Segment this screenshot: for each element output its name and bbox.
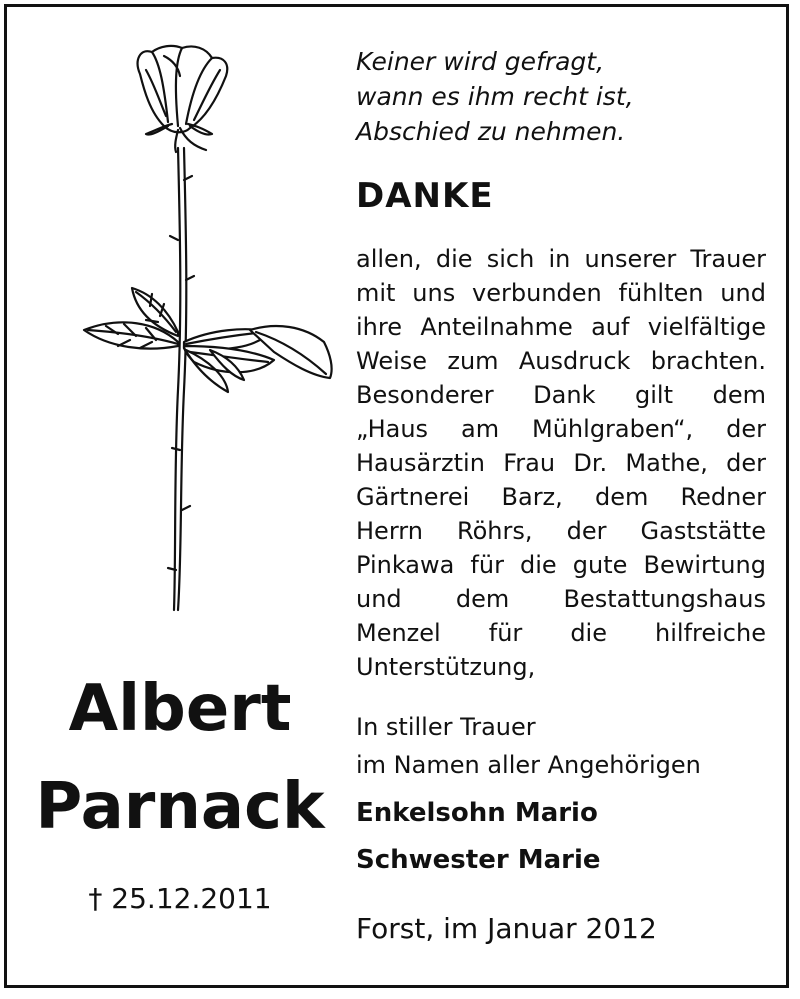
body-line xyxy=(356,412,766,446)
body-word: Bewirtung xyxy=(643,551,766,579)
body-word: für xyxy=(488,619,523,647)
deceased-first-name: Albert xyxy=(68,672,292,746)
body-line xyxy=(356,378,766,412)
body-word: die xyxy=(520,551,557,579)
body-word: Trauer xyxy=(690,245,766,273)
thank-you-text xyxy=(356,242,766,684)
body-word: für xyxy=(470,551,504,579)
body-word: Anteilnahme xyxy=(420,313,573,341)
body-word: mit xyxy=(356,279,396,307)
body-line xyxy=(356,616,766,650)
deceased-last-name: Parnack xyxy=(35,770,325,844)
body-word: ihre xyxy=(356,313,402,341)
body-word: Mathe, xyxy=(625,449,708,477)
body-word: uns xyxy=(412,279,456,307)
body-line xyxy=(356,310,766,344)
quote xyxy=(356,44,756,149)
body-word: Weise xyxy=(356,347,428,375)
body-word: hilfreiche xyxy=(655,619,766,647)
place-and-date: Forst, im Januar 2012 xyxy=(356,912,657,945)
body-word: Dank xyxy=(533,381,596,409)
body-word: die xyxy=(570,619,607,647)
body-word: Hausärztin xyxy=(356,449,485,477)
body-word: und xyxy=(356,585,402,613)
body-word: Bestattungshaus xyxy=(563,585,766,613)
body-word: Mühlgraben“, xyxy=(532,415,694,443)
body-word: der xyxy=(726,415,766,443)
body-word: Barz, xyxy=(501,483,563,511)
body-word: der xyxy=(726,449,766,477)
body-word: Ausdruck xyxy=(518,347,631,375)
body-word: zum xyxy=(447,347,499,375)
death-date: † 25.12.2011 xyxy=(88,882,272,915)
body-word: Menzel xyxy=(356,619,441,647)
body-line xyxy=(356,650,766,684)
body-word: auf xyxy=(591,313,630,341)
mourner-names xyxy=(356,790,601,884)
deceased-name xyxy=(20,660,340,856)
body-line xyxy=(356,480,766,514)
body-word: Pinkawa xyxy=(356,551,455,579)
body-word: Gaststätte xyxy=(640,517,766,545)
body-word: Unterstützung, xyxy=(356,653,536,681)
body-line xyxy=(356,242,766,276)
body-line xyxy=(356,446,766,480)
body-word: dem xyxy=(594,483,649,511)
body-word: dem xyxy=(455,585,510,613)
body-word: verbunden xyxy=(472,279,602,307)
body-word: Röhrs, xyxy=(457,517,533,545)
body-word: Dr. xyxy=(573,449,608,477)
body-word: gute xyxy=(572,551,628,579)
body-word: brachten. xyxy=(650,347,766,375)
quote-line: wann es ihm recht ist, xyxy=(356,82,634,111)
sign-off-line: In stiller Trauer xyxy=(356,713,536,741)
body-word: vielfältige xyxy=(647,313,766,341)
sign-off-line: im Namen aller Angehörigen xyxy=(356,751,701,779)
body-word: Besonderer xyxy=(356,381,494,409)
mourner-name: Enkelsohn Mario xyxy=(356,798,598,828)
sign-off xyxy=(356,708,701,784)
quote-line: Abschied zu nehmen. xyxy=(356,117,626,146)
body-line xyxy=(356,548,766,582)
body-word: dem xyxy=(712,381,766,409)
body-line xyxy=(356,276,766,310)
body-word: Gärtnerei xyxy=(356,483,470,511)
body-word: Herrn xyxy=(356,517,423,545)
heading-danke: DANKE xyxy=(356,176,494,216)
body-word: „Haus xyxy=(356,415,429,443)
body-word: unserer xyxy=(584,245,677,273)
body-word: allen, xyxy=(356,245,422,273)
body-line xyxy=(356,344,766,378)
body-line xyxy=(356,582,766,616)
body-word: Frau xyxy=(503,449,556,477)
body-word: Redner xyxy=(680,483,766,511)
mourner-name: Schwester Marie xyxy=(356,845,601,875)
body-line xyxy=(356,514,766,548)
body-word: fühlten xyxy=(618,279,704,307)
body-word: in xyxy=(548,245,571,273)
body-word: der xyxy=(566,517,607,545)
body-word: am xyxy=(460,415,500,443)
body-word: die xyxy=(435,245,473,273)
body-word: sich xyxy=(486,245,535,273)
body-word: gilt xyxy=(635,381,674,409)
body-word: und xyxy=(720,279,766,307)
quote-line: Keiner wird gefragt, xyxy=(356,47,605,76)
rose-illustration xyxy=(60,30,340,630)
